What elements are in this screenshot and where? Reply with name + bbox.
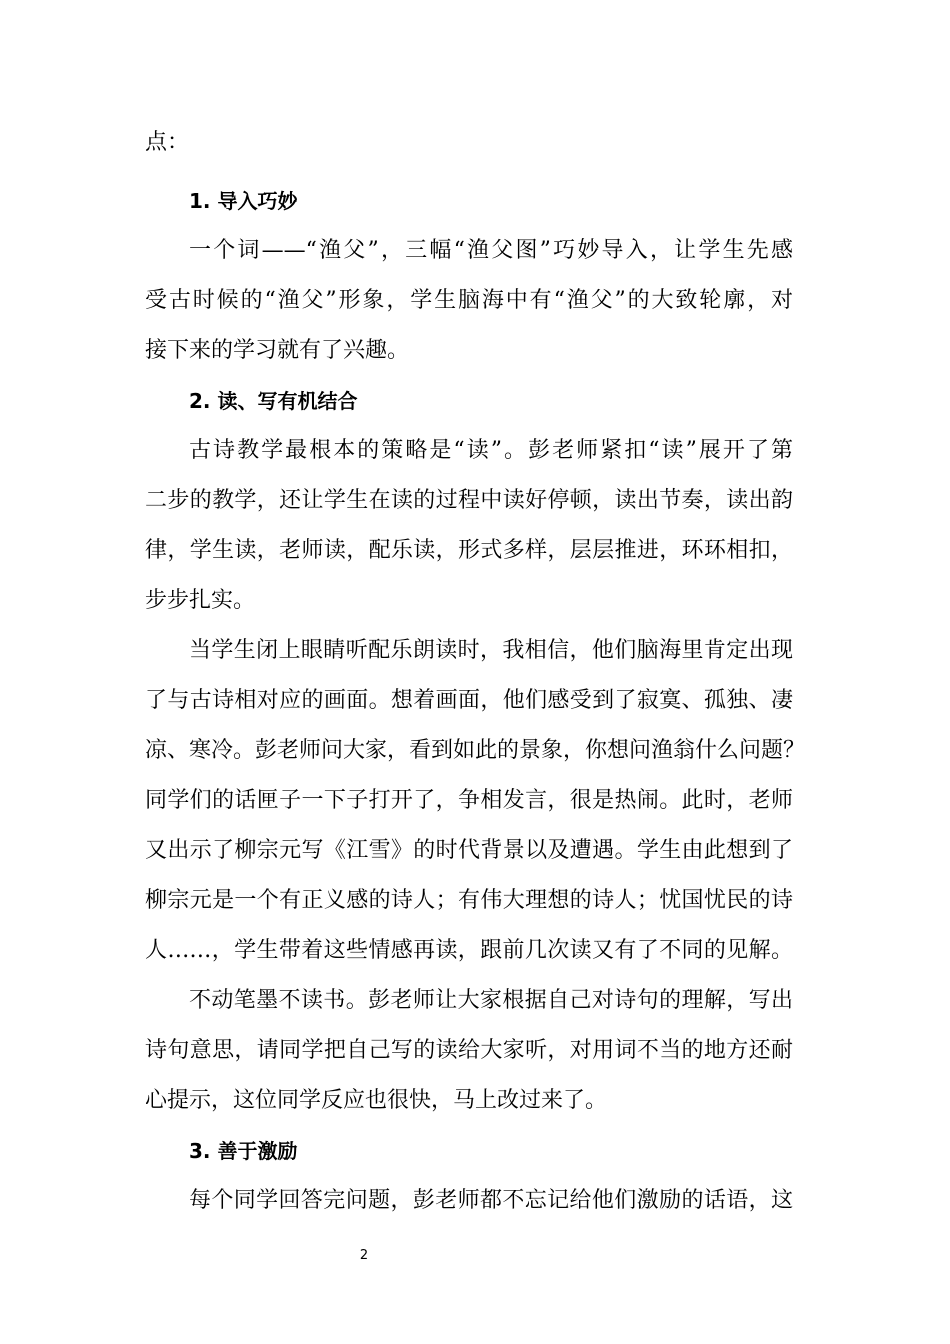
text-line: 受古时候的“渔父”形象，学生脑海中有“渔父”的大致轮廓，对: [145, 288, 793, 313]
section-heading: 3. 善于激励: [189, 1139, 298, 1163]
text-line: 二步的教学，还让学生在读的过程中读好停顿，读出节奏，读出韵: [145, 488, 793, 513]
text-line: 古诗教学最根本的策略是“读”。彭老师紧扣“读”展开了第: [189, 438, 793, 463]
text-line: 不动笔墨不读书。彭老师让大家根据自己对诗句的理解，写出: [189, 988, 793, 1013]
text-line: 又出示了柳宗元写《江雪》的时代背景以及遭遇。学生由此想到了: [145, 838, 793, 863]
text-line: 了与古诗相对应的画面。想着画面，他们感受到了寂寞、孤独、凄: [145, 688, 793, 713]
text-line: 当学生闭上眼睛听配乐朗读时，我相信，他们脑海里肯定出现: [189, 638, 793, 663]
text-line: 心提示，这位同学反应也很快，马上改过来了。: [145, 1088, 608, 1113]
text-line: 人……，学生带着这些情感再读，跟前几次读又有了不同的见解。: [145, 938, 793, 963]
section-heading: 2. 读、写有机结合: [189, 389, 358, 413]
text-line: 同学们的话匣子一下子打开了，争相发言，很是热闹。此时，老师: [145, 788, 793, 813]
section-heading: 1. 导入巧妙: [189, 189, 298, 213]
text-line: 诗句意思，请同学把自己写的读给大家听，对用词不当的地方还耐: [145, 1038, 793, 1063]
text-line: 步步扎实。: [145, 588, 256, 613]
text-line: 每个同学回答完问题，彭老师都不忘记给他们激励的话语，这: [189, 1188, 793, 1213]
text-line: 律，学生读，老师读，配乐读，形式多样，层层推进，环环相扣，: [145, 538, 793, 563]
text-line: 柳宗元是一个有正义感的诗人；有伟大理想的诗人；忧国忧民的诗: [145, 888, 793, 913]
text-line: 接下来的学习就有了兴趣。: [145, 338, 410, 363]
page-number: 2: [359, 1248, 369, 1263]
text-line: 凉、寒冷。彭老师问大家，看到如此的景象，你想问渔翁什么问题？: [145, 738, 806, 763]
text-line: 一个词——“渔父”，三幅“渔父图”巧妙导入，让学生先感: [189, 238, 793, 263]
text-line: 点：: [145, 130, 190, 155]
